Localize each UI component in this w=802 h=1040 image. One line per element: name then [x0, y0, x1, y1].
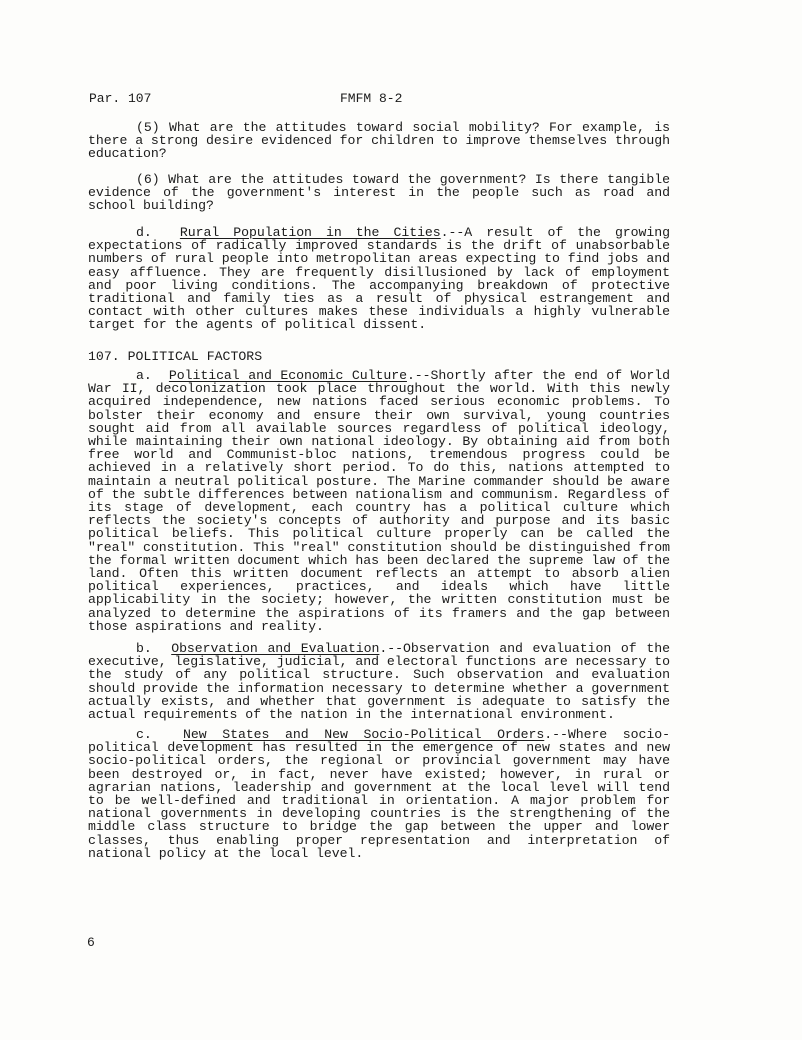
- paragraph-c-marker: c.: [136, 727, 152, 742]
- paragraph-d-title: Rural Population in the Cities: [179, 225, 441, 240]
- paragraph-a: [88, 369, 670, 633]
- question-6: (6) What are the attitudes toward the government? Is there tangible evidence of the government's interest in the people such as road and school building?: [88, 172, 670, 214]
- paragraph-c: [88, 728, 670, 860]
- paragraph-d: [88, 226, 670, 332]
- paragraph-a-body: .--Shortly after the end of World War II, decolonization took place throughout the world. With this newly acquired independence, new nations faced serious economic problems. To bolster their economy and ensure their own survival, young countries sought aid from all available sources regardless of political ideology, while maintaining their own national ideology. By obtaining aid from both free world and Communist-bloc nations, tremendous progress could be achieved in a relatively short period. To do this, nations attempted to maintain a neutral political posture. The Marine commander should be aware of the subtle differences between nationalism and communism. Regardless of its stage of development, each country has a political culture which reflects the society's concepts of authority and purpose and its basic political beliefs. This political culture properly can be called the "real" constitution. This "real" constitution should be distinguished from the formal written document which has been declared the supreme law of the land. Often this written document reflects an attempt to absorb alien political experiences, practices, and ideals which have little applicability in the society; however, the written constitution must be analyzed to determine the aspirations of its framers and the gap between those aspirations and reality.: [88, 368, 670, 634]
- section-heading: 107. POLITICAL FACTORS: [88, 349, 263, 364]
- paragraph-a-title: Political and Economic Culture: [168, 368, 407, 383]
- manual-title: FMFM 8-2: [340, 91, 403, 106]
- paragraph-reference: Par. 107: [89, 91, 152, 106]
- paragraph-b: [88, 642, 670, 721]
- paragraph-b-marker: b.: [136, 641, 152, 656]
- paragraph-a-marker: a.: [136, 368, 152, 383]
- page-number: 6: [87, 935, 95, 950]
- paragraph-c-body: .--Where socio-political development has resulted in the emergence of new states and new socio-political orders, the regional or provincial government may have been destroyed or, in fact, never have existed; however, in rural or agrarian nations, leadership and government at the local level will tend to be well-defined and traditional in orientation. A major problem for national governments in developing countries is the strengthening of the middle class structure to bridge the gap between the upper and lower classes, thus enabling proper representation and interpretation of national policy at the local level.: [88, 727, 670, 861]
- paragraph-b-title: Observation and Evaluation: [171, 641, 380, 656]
- paragraph-d-marker: d.: [136, 225, 152, 240]
- paragraph-c-title: New States and New Socio-Political Orders: [183, 727, 545, 742]
- paragraph-b-body: .--Observation and evaluation of the executive, legislative, judicial, and electoral functions are necessary to the study of any political structure. Such observation and evaluation should provide the information necessary to determine whether a government actually exists, and whether that government is adequate to satisfy the actual requirements of the nation in the international environment.: [88, 641, 670, 723]
- question-5: (5) What are the attitudes toward social mobility? For example, is there a strong desire evidenced for children to improve themselves through education?: [88, 120, 670, 162]
- paragraph-d-body: .--A result of the growing expectations of radically improved standards is the drift of unabsorbable numbers of rural people into metropolitan areas expecting to find jobs and easy affluence. They are frequently disillusioned by lack of employment and poor living conditions. The accompanying breakdown of protective traditional and family ties as a result of physical estrangement and contact with other cultures makes these individuals a highly vulnerable target for the agents of political dissent.: [88, 225, 670, 333]
